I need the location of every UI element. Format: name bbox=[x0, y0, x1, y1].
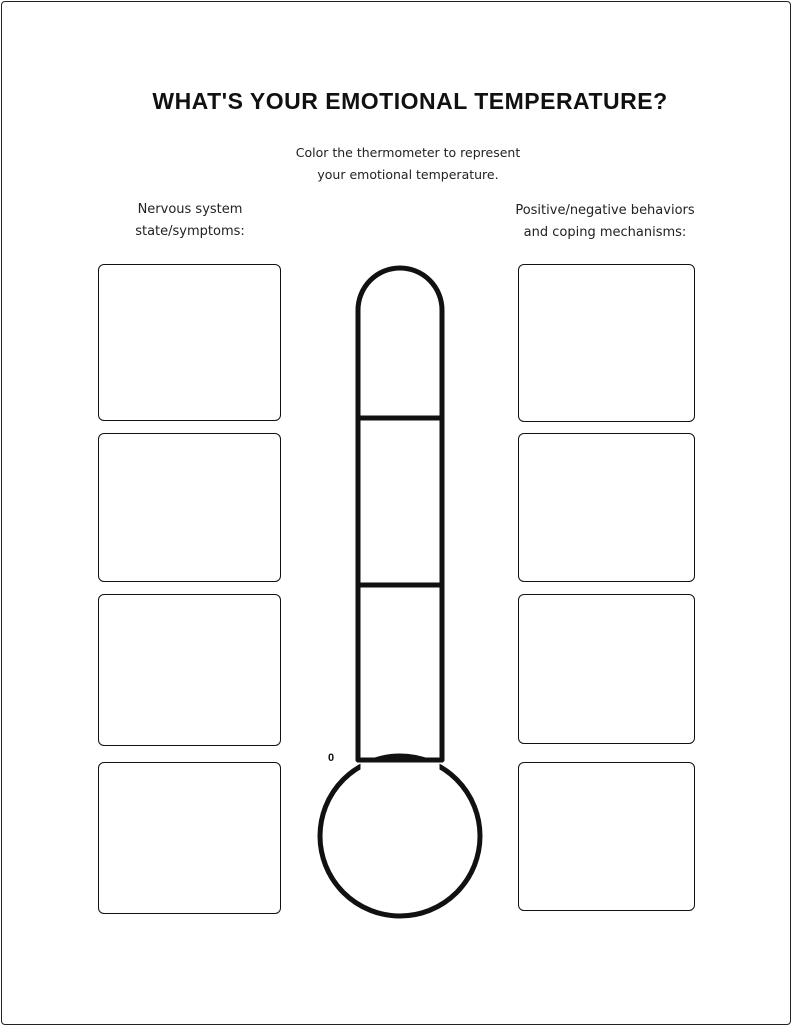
thermometer-tube-outline bbox=[358, 268, 442, 760]
right-heading-line-1: Positive/negative behaviors bbox=[515, 203, 695, 218]
thermometer-zero-label: 0 bbox=[328, 752, 335, 764]
instructions-line-1: Color the thermometer to represent bbox=[295, 145, 521, 160]
right-heading-line-2: and coping mechanisms: bbox=[523, 225, 687, 240]
left-heading-line-2: state/symptoms: bbox=[135, 224, 245, 239]
bulb-joint-cover bbox=[361, 763, 440, 789]
left-heading-line-1: Nervous system bbox=[137, 202, 243, 217]
instructions-line-2: your emotional temperature. bbox=[317, 167, 499, 182]
worksheet-title: WHAT'S YOUR EMOTIONAL TEMPERATURE? bbox=[152, 88, 668, 114]
